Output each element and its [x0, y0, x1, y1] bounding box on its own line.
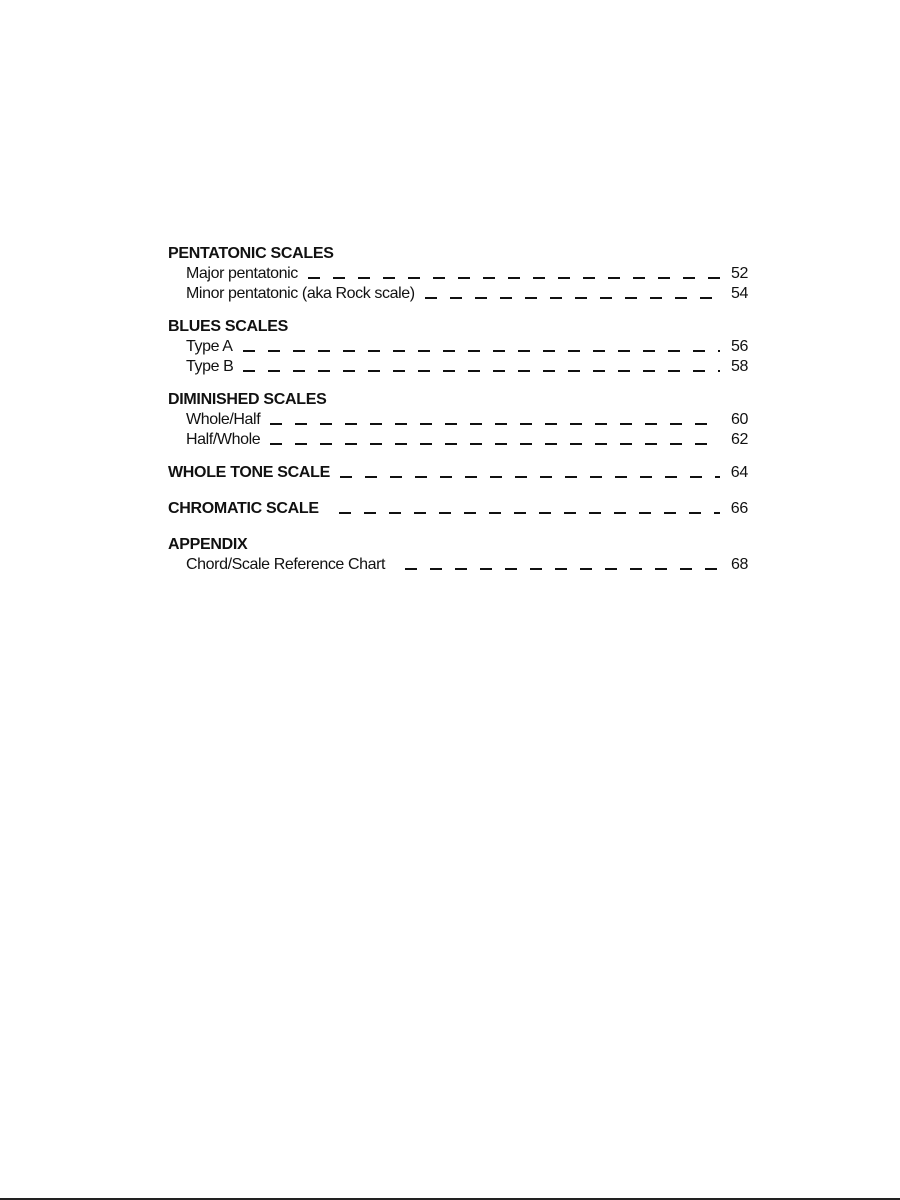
entry-label: Minor pentatonic (aka Rock scale) [186, 285, 415, 302]
toc-section-appendix [168, 535, 748, 575]
toc-entry-whole-tone-scale[interactable] [168, 463, 748, 483]
toc-section-pentatonic [168, 244, 748, 304]
dot-leader [243, 350, 720, 352]
entry-label: WHOLE TONE SCALE [168, 464, 331, 481]
page-number: 52 [731, 265, 748, 282]
page-number: 68 [731, 556, 748, 573]
page-number: 62 [731, 431, 748, 448]
dot-leader [339, 512, 720, 514]
page-number: 64 [730, 464, 748, 481]
entry-label: Chord/Scale Reference Chart [186, 556, 386, 573]
dot-leader [270, 443, 720, 445]
entry-label: Whole/Half [186, 411, 261, 428]
toc-entry-minor-pentatonic[interactable] [168, 284, 748, 304]
toc-entry-major-pentatonic[interactable] [168, 264, 748, 284]
dot-leader [425, 297, 720, 299]
page-number: 58 [731, 358, 748, 375]
page-number: 54 [731, 285, 748, 302]
toc-entry-whole-half[interactable] [168, 410, 748, 430]
section-heading: BLUES SCALES [168, 318, 288, 335]
entry-label: CHROMATIC SCALE [168, 500, 319, 517]
toc-section-blues [168, 317, 748, 377]
page-number: 60 [731, 411, 748, 428]
entry-label: Half/Whole [186, 431, 261, 448]
toc-entry-chord-scale-reference-chart[interactable] [168, 555, 748, 575]
toc-section-diminished [168, 390, 748, 450]
page-number: 66 [730, 500, 748, 517]
dot-leader [308, 277, 720, 279]
section-heading: DIMINISHED SCALES [168, 391, 327, 408]
section-heading: PENTATONIC SCALES [168, 245, 334, 262]
toc-section-whole-tone [168, 463, 748, 483]
entry-label: Type A [186, 338, 233, 355]
toc-entry-chromatic-scale[interactable] [168, 499, 748, 519]
section-heading: APPENDIX [168, 536, 248, 553]
dot-leader [270, 423, 720, 425]
dot-leader [243, 370, 720, 372]
entry-label: Type B [186, 358, 234, 375]
toc-section-chromatic [168, 499, 748, 519]
entry-label: Major pentatonic [186, 265, 298, 282]
dot-leader [405, 568, 720, 570]
toc-entry-type-b[interactable] [168, 357, 748, 377]
dot-leader [340, 476, 720, 478]
page-number: 56 [731, 338, 748, 355]
toc-entry-half-whole[interactable] [168, 430, 748, 450]
table-of-contents [168, 244, 748, 588]
toc-entry-type-a[interactable] [168, 337, 748, 357]
